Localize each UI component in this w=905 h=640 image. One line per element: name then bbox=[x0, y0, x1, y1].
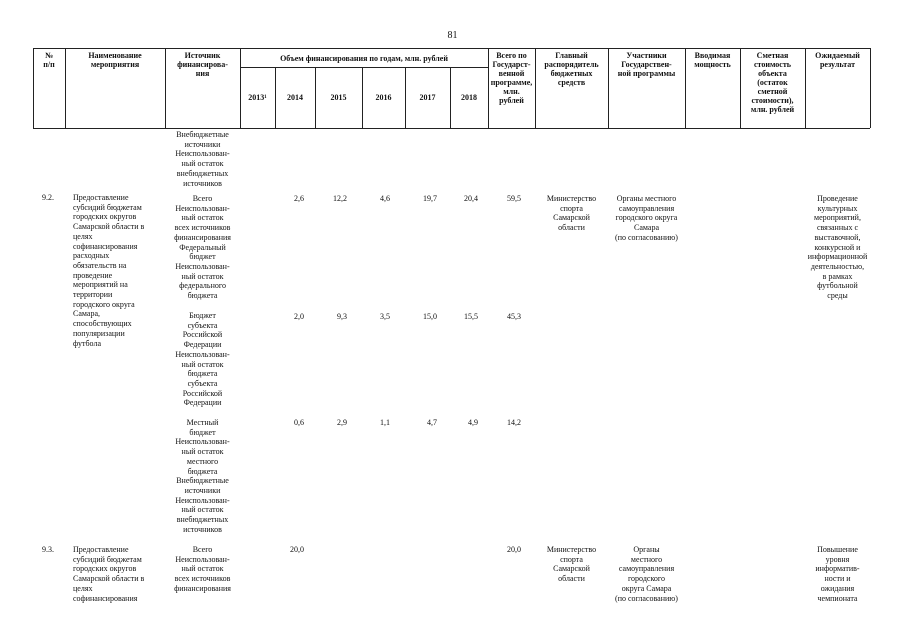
value-cell: 15,0 bbox=[423, 312, 437, 321]
item-9-3-name: Предоставление субсидий бюджетам городских округов Самарской области в целях софинансирования bbox=[73, 545, 145, 603]
value-cell: 3,5 bbox=[380, 312, 390, 321]
item-9-2-result: Проведение культурных мероприятий, связанных с выставочной, конкурсной и информационной деятельностью, в рамках футбольной среды bbox=[807, 194, 868, 301]
item-9-2-sources-2: Бюджет субъекта Российской Федерации Неиспользован- ный остаток бюджета субъекта Российской Федерации bbox=[175, 311, 230, 408]
header-year: 2018 bbox=[461, 93, 477, 102]
table-top-border bbox=[33, 48, 870, 49]
header-year: 2013¹ bbox=[248, 93, 267, 102]
item-9-3-num: 9.3. bbox=[42, 545, 54, 554]
value-cell: 59,5 bbox=[507, 194, 521, 203]
value-cell: 15,5 bbox=[464, 312, 478, 321]
value-cell: 1,1 bbox=[380, 418, 390, 427]
value-cell: 12,2 bbox=[333, 194, 347, 203]
page-number: 81 bbox=[447, 30, 458, 41]
header-name: Наименование мероприятия bbox=[88, 51, 142, 69]
item-9-2-name: Предоставление субсидий бюджетам городских округов Самарской области в целях софинансирования расходных обязательств на проведение мероприятий на территории городского округа Самара, способствующих популяризации футбола bbox=[73, 193, 145, 348]
header-volume: Объем финансирования по годам, млн. рублей bbox=[280, 54, 448, 63]
item-9-3-sources: Всего Неиспользован- ный остаток всех источников финансирования bbox=[174, 545, 231, 593]
header-participants: Участники Государствен- ной программы bbox=[617, 51, 676, 78]
header-estimate: Сметная стоимость объекта (остаток сметной стоимости), млн. рублей bbox=[750, 51, 795, 114]
header-bottom-border bbox=[33, 128, 870, 129]
item-9-2-num: 9.2. bbox=[42, 193, 54, 202]
value-cell: 20,0 bbox=[290, 545, 304, 554]
header-result: Ожидаемый результат bbox=[815, 51, 860, 69]
value-cell: 20,4 bbox=[464, 194, 478, 203]
header-capacity: Вводимая мощность bbox=[694, 51, 731, 69]
value-cell: 4,6 bbox=[380, 194, 390, 203]
item-9-2-sources-3: Местный бюджет Неиспользован- ный остаток местного бюджета Внебюджетные источники Неиспользован- ный остаток внебюджетных источников bbox=[175, 418, 230, 534]
value-cell: 2,9 bbox=[337, 418, 347, 427]
header-year: 2017 bbox=[419, 93, 436, 102]
col-line bbox=[870, 48, 871, 128]
item-9-3-participants: Органы местного самоуправления городского округа Самара (по согласованию) bbox=[615, 545, 678, 603]
value-cell: 2,6 bbox=[294, 194, 304, 203]
item-9-3-admin: Министерство спорта Самарской области bbox=[546, 545, 597, 584]
value-cell: 2,0 bbox=[294, 312, 304, 321]
header-source: Источник финансирова- ния bbox=[177, 51, 228, 78]
header-year: 2014 bbox=[287, 93, 303, 102]
item-9-2-sources-1: Всего Неиспользован- ный остаток всех источников финансирования Федеральный бюджет Неиспользован- ный остаток федерального бюджета bbox=[174, 194, 231, 301]
value-cell: 0,6 bbox=[294, 418, 304, 427]
header-admin: Главный распорядитель бюджетных средств bbox=[544, 51, 599, 87]
value-cell: 19,7 bbox=[423, 194, 437, 203]
value-cell: 14,2 bbox=[507, 418, 521, 427]
item-9-2-participants: Органы местного самоуправления городского округа Самара (по согласованию) bbox=[615, 194, 678, 242]
value-cell: 4,7 bbox=[427, 418, 437, 427]
value-cell: 4,9 bbox=[468, 418, 478, 427]
item-9-3-result: Повышение уровня информатив- ности и ожидания чемпионата bbox=[815, 545, 860, 603]
value-cell: 20,0 bbox=[507, 545, 521, 554]
header-num: № п/п bbox=[43, 51, 55, 69]
value-cell: 45,3 bbox=[507, 312, 521, 321]
sources-continuation: Внебюджетные источники Неиспользован- ный остаток внебюджетных источников bbox=[175, 130, 230, 188]
header-year: 2015 bbox=[330, 93, 347, 102]
item-9-2-admin: Министерство спорта Самарской области bbox=[546, 194, 597, 233]
value-cell: 9,3 bbox=[337, 312, 347, 321]
header-total: Всего по Государст- венной программе, млн. рублей bbox=[490, 51, 533, 105]
header-year: 2016 bbox=[375, 93, 392, 102]
